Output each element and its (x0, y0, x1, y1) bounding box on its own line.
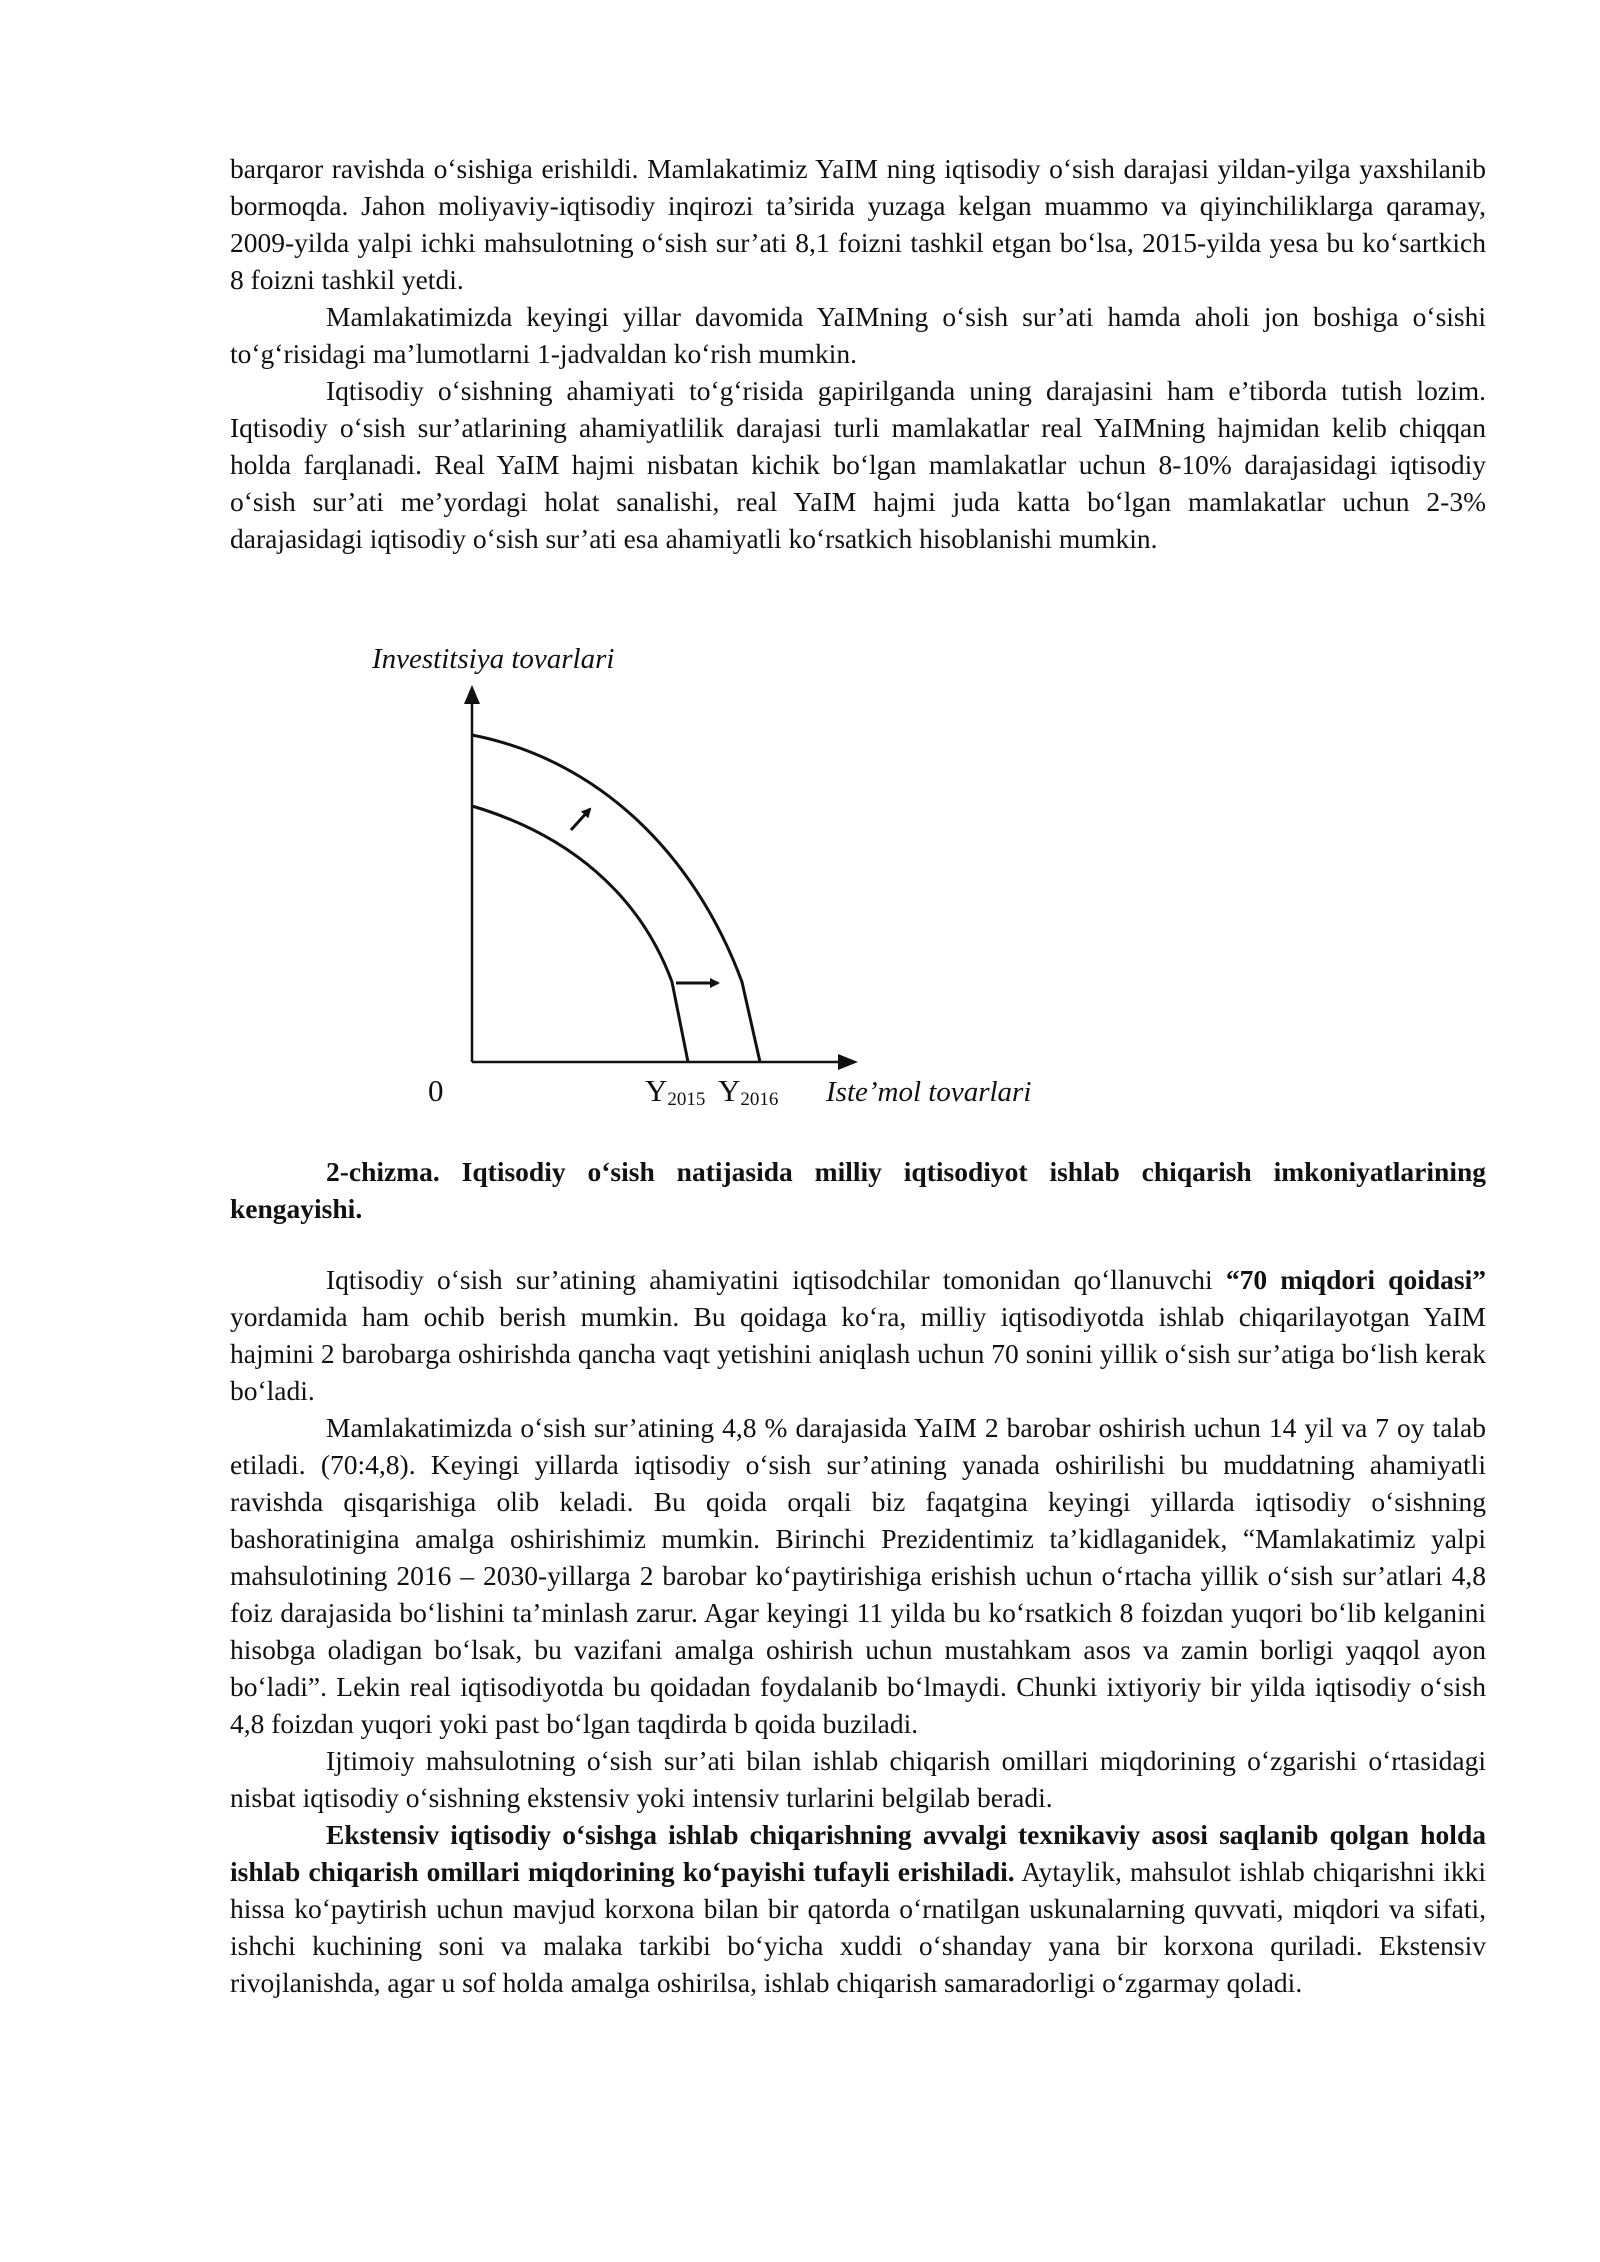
ppf-figure (0, 630, 1600, 1120)
y-axis-arrow-icon (464, 685, 480, 704)
intro-text (230, 150, 1486, 557)
y-axis-label: Investitsiya tovarlari (372, 643, 615, 675)
paragraph-4-end: yordamida ham ochib berish mumkin. Bu qoidaga ko‘ra, milliy iqtisodiyotda ishlab chiqarilayotgan YaIM hajmini 2 barobarga oshirishda qancha vaqt yetishini aniqlash uchun 70 sonini yillik o‘sish sur’atiga bo‘lish kerak bo‘ladi. (230, 1301, 1486, 1406)
paragraph-4 (230, 1261, 1486, 1409)
paragraph-4-start: Iqtisodiy o‘sish sur’atining ahamiyatini iqtisodchilar tomonidan qo‘llanuvchi (326, 1264, 1226, 1295)
extensive-growth-definition: Ekstensiv iqtisodiy o‘sishga ishlab chiqarishning avvalgi texnikaviy asosi saqlanib qolgan holda ishlab chiqarish omillari miqdorining ko‘payishi tufayli erishiladi. (230, 1819, 1486, 1887)
paragraph-1: barqaror ravishda o‘sishiga erishildi. Mamlakatimiz YaIM ning iqtisodiy o‘sish darajasi yildan-yilga yaxshilanib bormoqda. Jahon moliyaviy-iqtisodiy inqirozi ta’sirida yuzaga kelgan muammo va qiyinchiliklarga qaramay, 2009-yilda yalpi ichki mahsulotning o‘sish sur’ati 8,1 foizni tashkil etgan bo‘lsa, 2015-yilda yesa bu ko‘sartkich 8 foizni tashkil yetdi. (230, 153, 1486, 295)
ppf-curve-2016 (472, 735, 760, 1062)
rule-of-70-term: “70 miqdori qoidasi” (1225, 1264, 1486, 1295)
y2015-subscript: 2015 (667, 1089, 706, 1110)
y2016-letter: Y (718, 1073, 741, 1108)
ppf-curve-2015 (472, 806, 688, 1062)
x-axis-label: Iste’mol tovarlari (826, 1076, 1032, 1108)
y2016-subscript: 2016 (740, 1089, 779, 1110)
paragraph-5: Mamlakatimizda o‘sish sur’atining 4,8 % darajasida YaIM 2 barobar oshirish uchun 14 yil va 7 oy talab etiladi. (70:4,8). Keyingi yillarda iqtisodiy o‘sish sur’atining yanada oshirilishi bu muddatning ahamiyatli ravishda qisqarishiga olib keladi. Bu qoida orqali biz faqatgina keyingi yillarda iqtisodiy o‘sishning bashoratinigina amalga oshirishimiz mumkin. Birinchi Prezidentimiz ta’kidlaganidek, “Mamlakatimiz yalpi mahsulotining 2016 – 2030-yillarga 2 barobar ko‘paytirishiga erishish uchun o‘rtacha yillik o‘sish sur’atlari 4,8 foiz darajasida bo‘lishini ta’minlash zarur. Agar keyingi 11 yilda bu ko‘rsatkich 8 foizdan yuqori bo‘lib kelganini hisobga oladigan bo‘lsak, bu vazifani amalga oshirish uchun mustahkam asos va zamin borligi yaqqol ayon bo‘ladi”. Lekin real iqtisodiyotda bu qoidadan foydalanib bo‘lmaydi. Chunki ixtiyoriy bir yilda iqtisodiy o‘sish 4,8 foizdan yuqori yoki past bo‘lgan taqdirda b qoida buziladi. (230, 1412, 1486, 1739)
y2015-letter: Y (645, 1073, 668, 1108)
y2016-label (718, 1073, 778, 1111)
y2015-label (645, 1073, 705, 1111)
paragraph-7-rest: Aytaylik, mahsulot ishlab chiqarishni ikki hissa ko‘paytirish uchun mavjud korxona bilan bir qatorda o‘rnatilgan uskunalarning quvvati, miqdori va sifati, ishchi kuchining soni va malaka tarkibi bo‘yicha xuddi o‘shanday yana bir korxona quriladi. Ekstensiv rivojlanishda, agar u sof holda amalga oshirilsa, ishlab chiqarish samaradorligi o‘zgarmay qoladi. (230, 1856, 1486, 1998)
paragraph-3: Iqtisodiy o‘sishning ahamiyati to‘g‘risida gapirilganda uning darajasini ham e’tiborda tutish lozim. Iqtisodiy o‘sish sur’atlarining ahamiyatlilik darajasi turli mamlakatlar real YaIMning hajmidan kelib chiqqan holda farqlanadi. Real YaIM hajmi nisbatan kichik bo‘lgan mamlakatlar uchun 8-10% darajasidagi iqtisodiy o‘sish sur’ati me’yordagi holat sanalishi, real YaIM hajmi juda katta bo‘lgan mamlakatlar uchun 2-3% darajasidagi iqtisodiy o‘sish sur’ati esa ahamiyatli ko‘rsatkich hisoblanishi mumkin. (230, 375, 1486, 554)
ppf-diagram (0, 630, 1600, 1120)
origin-label: 0 (428, 1073, 444, 1108)
figure-caption: 2-chizma. Iqtisodiy o‘sish natijasida milliy iqtisodiyot ishlab chiqarish imkoniyatlarining kengayishi. (230, 1156, 1486, 1224)
paragraph-6: Ijtimoiy mahsulotning o‘sish sur’ati bilan ishlab chiqarish omillari miqdorining o‘zgarishi o‘rtasidagi nisbat iqtisodiy o‘sishning ekstensiv yoki intensiv turlarini belgilab beradi. (230, 1745, 1486, 1813)
shift-arrow-diagonal-icon (571, 809, 590, 830)
body-text (230, 1261, 1486, 2001)
x-axis-arrow-icon (838, 1054, 858, 1070)
paragraph-2: Mamlakatimizda keyingi yillar davomida YaIMning o‘sish sur’ati hamda aholi jon boshiga o‘sishi to‘g‘risidagi ma’lumotlarni 1-jadvaldan ko‘rish mumkin. (230, 301, 1486, 369)
paragraph-7 (230, 1816, 1486, 2001)
